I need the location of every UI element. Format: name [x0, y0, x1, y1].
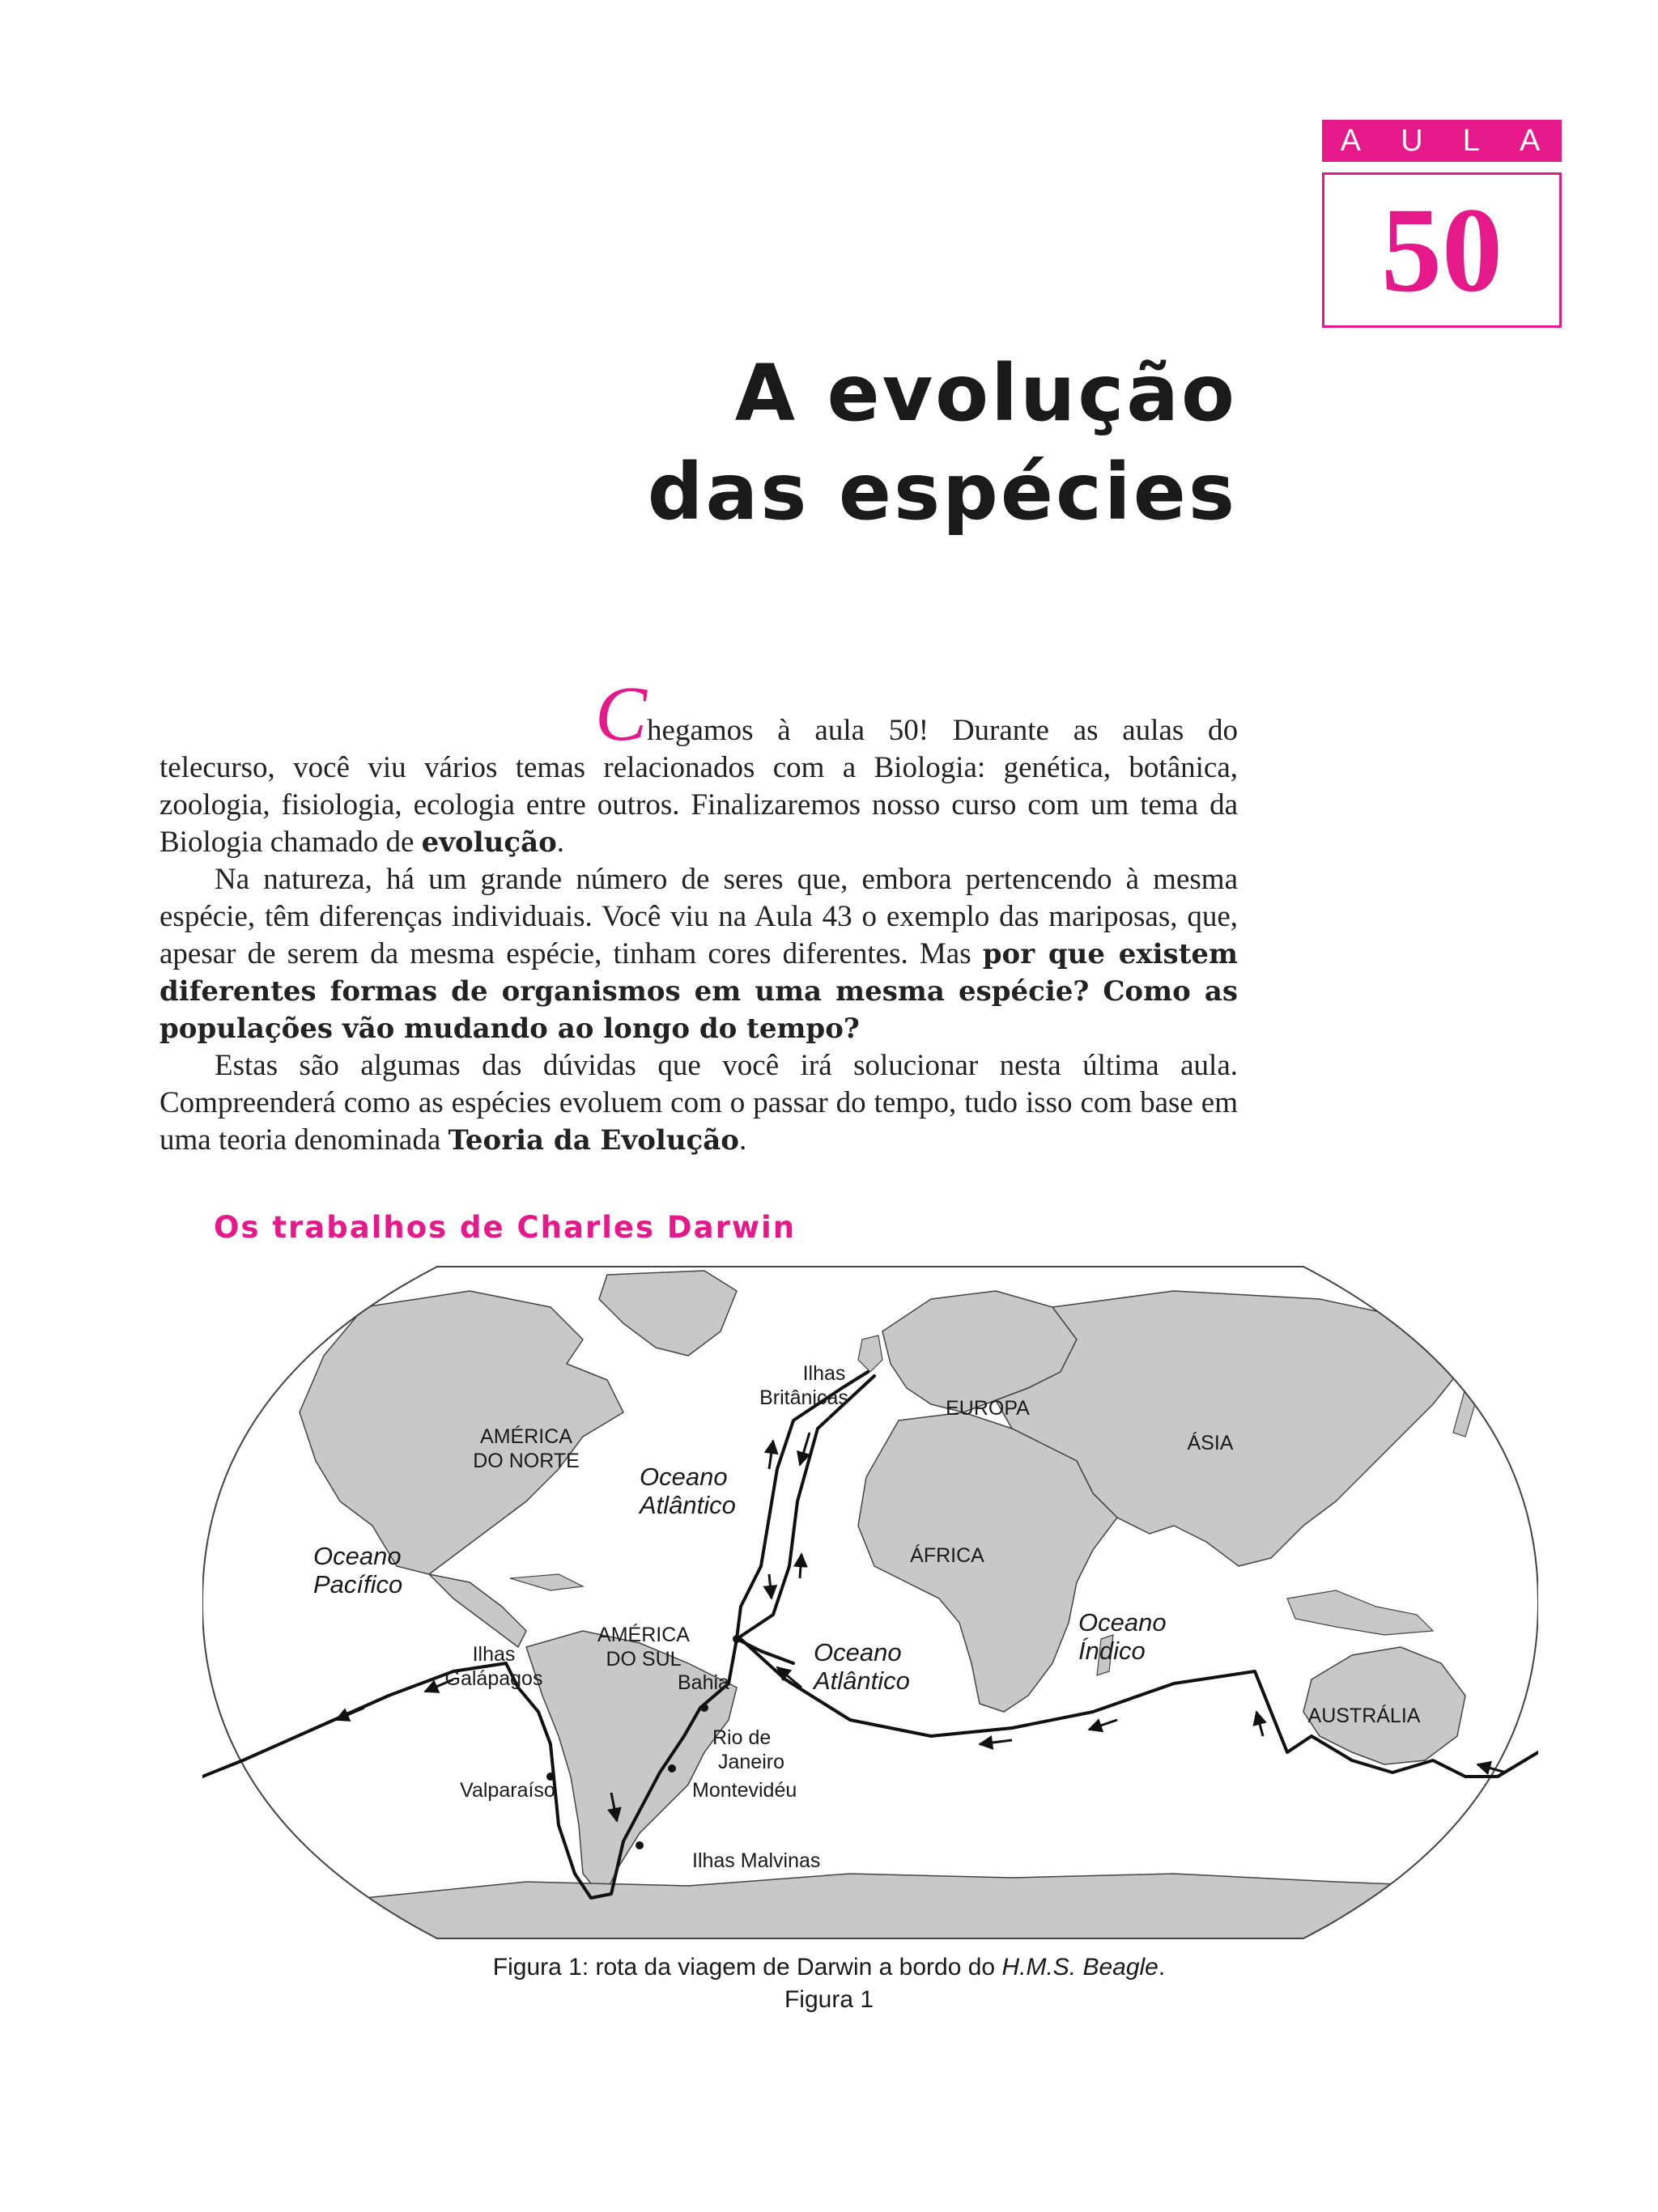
route-return: [737, 1376, 874, 1639]
marker-montevideo: [668, 1764, 676, 1773]
paragraph-2-text: Na natureza, há um grande número de seres que, embora pertencendo à mesma espécie, têm diferenças individuais. Você viu na Aula 43 o exemplo das mariposas, que, apesar de serem da mesma espécie, tinham cores diferentes. Mas: [159, 863, 1238, 970]
indonesia-shape: [1287, 1590, 1433, 1635]
aula-number-box: [1322, 172, 1562, 328]
paragraph-1-end: .: [556, 826, 565, 859]
caption-end: .: [1158, 1954, 1166, 1981]
label-europe: EUROPA: [946, 1397, 1030, 1420]
label-atlantic-south-1: Oceano: [814, 1638, 902, 1666]
page-title: [648, 344, 1237, 541]
label-australia: AUSTRÁLIA: [1307, 1705, 1421, 1727]
label-pacific-1: Oceano: [313, 1542, 402, 1570]
aula-letter: U: [1401, 123, 1426, 158]
caribbean-shape: [510, 1574, 583, 1590]
marker-falklands: [636, 1841, 644, 1849]
antarctica-shape: [202, 1874, 1538, 1947]
route-outbound: [737, 1372, 868, 1639]
label-valparaiso: Valparaíso: [460, 1779, 555, 1802]
paragraph-3: [159, 1047, 1238, 1159]
aula-letter: A: [1520, 123, 1544, 158]
caption-ship-name: H.M.S. Beagle: [1001, 1954, 1158, 1981]
central-america-shape: [429, 1574, 526, 1647]
paragraph-3-end: .: [738, 1123, 747, 1157]
arrow-icon: [336, 1708, 364, 1720]
aula-number: 50: [1381, 183, 1503, 317]
label-indian-1: Oceano: [1078, 1608, 1167, 1637]
label-north-america-2: DO NORTE: [473, 1450, 580, 1472]
arrow-icon: [769, 1574, 772, 1598]
figure-caption: [0, 1954, 1658, 1981]
arrow-icon: [769, 1441, 773, 1469]
map-land: [202, 1271, 1538, 1947]
arrow-icon: [1256, 1712, 1263, 1736]
title-line-1: A evolução: [734, 348, 1237, 439]
marker-bahia: [733, 1635, 741, 1643]
label-africa: ÁFRICA: [910, 1544, 984, 1567]
figure-label: Figura 1: [784, 1986, 874, 2013]
aula-letter: L: [1462, 123, 1483, 158]
caption-prefix: Figura 1: rota da viagem de Darwin a bordo do: [492, 1954, 1002, 1981]
paragraph-2-bold: por que existem diferentes formas de organismos em uma mesma espécie? Como as populações vão mudando ao longo do tempo?: [159, 938, 1239, 1045]
paragraph-3-text: Estas são algumas das dúvidas que você irá solucionar nesta última aula. Compreenderá como as espécies evoluem com o passar do tempo, tudo isso com base em uma teoria denominada: [159, 1049, 1238, 1157]
label-british-isles-2: Britânicas: [759, 1386, 848, 1409]
arrow-icon: [1089, 1720, 1117, 1730]
paragraph-1-bold: evolução: [421, 826, 557, 859]
label-north-america-1: AMÉRICA: [480, 1425, 572, 1448]
label-south-america-1: AMÉRICA: [597, 1624, 690, 1646]
section-title: Os trabalhos de Charles Darwin: [214, 1210, 797, 1245]
label-british-isles-1: Ilhas: [802, 1362, 846, 1385]
label-bahia: Bahia: [678, 1671, 729, 1694]
label-galapagos-1: Ilhas: [472, 1643, 516, 1666]
label-atlantic-north-2: Atlântico: [640, 1491, 736, 1519]
label-falklands: Ilhas Malvinas: [692, 1849, 821, 1872]
north-america-shape: [300, 1291, 623, 1574]
british-isles-shape: [858, 1335, 882, 1372]
world-map: [202, 1259, 1538, 1947]
paragraph-3-bold: Teoria da Evolução: [448, 1124, 739, 1157]
body-text: [159, 670, 1239, 1159]
japan-shape: [1453, 1388, 1477, 1437]
label-rio-1: Rio de: [712, 1726, 772, 1749]
label-rio-2: Janeiro: [718, 1751, 784, 1773]
label-asia: ÁSIA: [1187, 1432, 1234, 1454]
drop-cap: C: [595, 670, 648, 757]
label-pacific-2: Pacífico: [313, 1570, 403, 1598]
arrow-icon: [800, 1554, 801, 1578]
label-montevideo: Montevidéu: [692, 1779, 797, 1802]
greenland-shape: [599, 1271, 737, 1356]
label-south-america-2: DO SUL: [606, 1648, 682, 1671]
arrow-icon: [1477, 1764, 1506, 1773]
aula-letter: A: [1340, 123, 1364, 158]
paragraph-1-text: hegamos à aula 50! Durante as aulas do telecurso, você viu vários temas relacionados com a Biologia: genética, botânica, zoologia, fisiologia, ecologia entre outros. Finalizaremos nosso curso com um tema da Biologia chamado de: [159, 714, 1238, 859]
paragraph-2: [159, 861, 1238, 1047]
label-atlantic-north-1: Oceano: [640, 1463, 728, 1491]
paragraph-1: [159, 670, 1238, 861]
title-line-2: das espécies: [647, 447, 1237, 537]
label-galapagos-2: Galápagos: [444, 1667, 543, 1690]
aula-label: [1322, 120, 1562, 162]
label-atlantic-south-2: Atlântico: [814, 1666, 910, 1695]
arrow-icon: [980, 1740, 1012, 1744]
marker-rio: [700, 1704, 708, 1712]
label-indian-2: Índico: [1078, 1637, 1146, 1665]
world-map-svg: [202, 1259, 1538, 1947]
